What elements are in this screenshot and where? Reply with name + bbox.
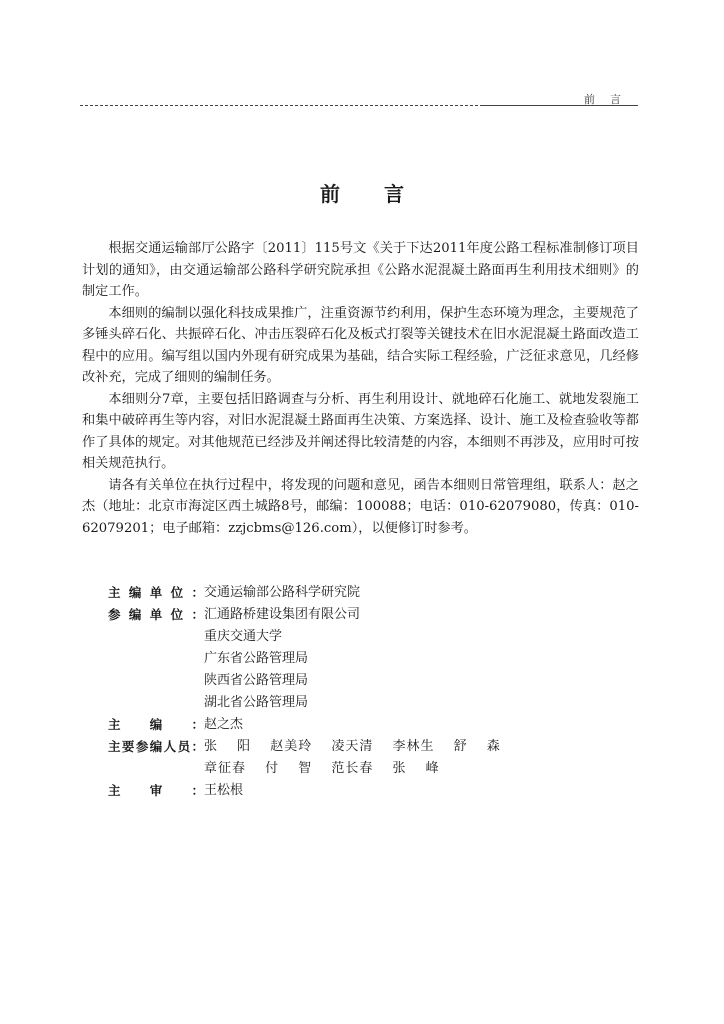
main-participants-row — [108, 736, 628, 780]
paragraph-4: 请各有关单位在执行过程中，将发现的问题和意见，函告本细则日常管理组，联系人：赵之杰（地址：北京市海淀区西土城路8号，邮编：100088；电话：010-62079080，传真：010-62079201；电子邮箱：zzjcbms@126.com），以便修订时参考。 — [82, 477, 639, 536]
reviewer-row — [108, 780, 628, 802]
chief-editor-row — [108, 714, 628, 736]
running-header: 前言 — [584, 93, 636, 106]
page-title: 前言 — [320, 182, 448, 206]
main-participants-label: 主要参编人员： — [108, 739, 204, 754]
chief-editor-label: 主编： — [108, 717, 204, 732]
body-text — [82, 238, 639, 539]
header-rule-solid — [480, 105, 638, 106]
paragraph-3: 本细则分7章，主要包括旧路调查与分析、再生利用设计、就地碎石化施工、就地发裂施工和集中破碎再生等内容，对旧水泥混凝土路面再生决策、方案选择、设计、施工及检查验收等都作了具体的规定。对其他规范已经涉及并阐述得比较清楚的内容，本细则不再涉及，应用时可按相关规范执行。 — [82, 391, 639, 471]
participating-unit: 重庆交通大学 — [204, 629, 283, 644]
reviewer-value: 王松根 — [204, 783, 244, 798]
participating-unit: 汇通路桥建设集团有限公司 — [204, 607, 361, 622]
main-participants-line: 张 阳 赵美玲 凌天清 李林生 舒 森 — [204, 739, 501, 754]
paragraph-1: 根据交通运输部厅公路字〔2011〕115号文《关于下达2011年度公路工程标准制修订项目计划的通知》，由交通运输部公路科学研究院承担《公路水泥混凝土路面再生利用技术细则》的制定工作。 — [82, 241, 639, 299]
participating-unit: 陕西省公路管理局 — [204, 673, 309, 688]
chief-unit-row — [108, 582, 628, 604]
chief-unit-label: 主编单位： — [108, 585, 204, 600]
participating-units-label: 参编单位： — [108, 607, 204, 622]
participating-units-row — [108, 604, 628, 714]
participating-unit: 湖北省公路管理局 — [204, 695, 309, 710]
chief-unit-value: 交通运输部公路科学研究院 — [204, 585, 361, 600]
chief-editor-value: 赵之杰 — [204, 717, 244, 732]
reviewer-label: 主审： — [108, 783, 204, 798]
main-participants-line: 章征春 付 智 范长春 张 峰 — [204, 761, 440, 776]
credits-block — [108, 582, 628, 802]
participating-unit: 广东省公路管理局 — [204, 651, 309, 666]
paragraph-2: 本细则的编制以强化科技成果推广，注重资源节约利用，保护生态环境为理念，主要规范了多锤头碎石化、共振碎石化、冲击压裂碎石化及板式打裂等关键技术在旧水泥混凝土路面改造工程中的应用。编写组以国内外现有研究成果为基础，结合实际工程经验，广泛征求意见，几经修改补充，完成了细则的编制任务。 — [82, 305, 639, 385]
